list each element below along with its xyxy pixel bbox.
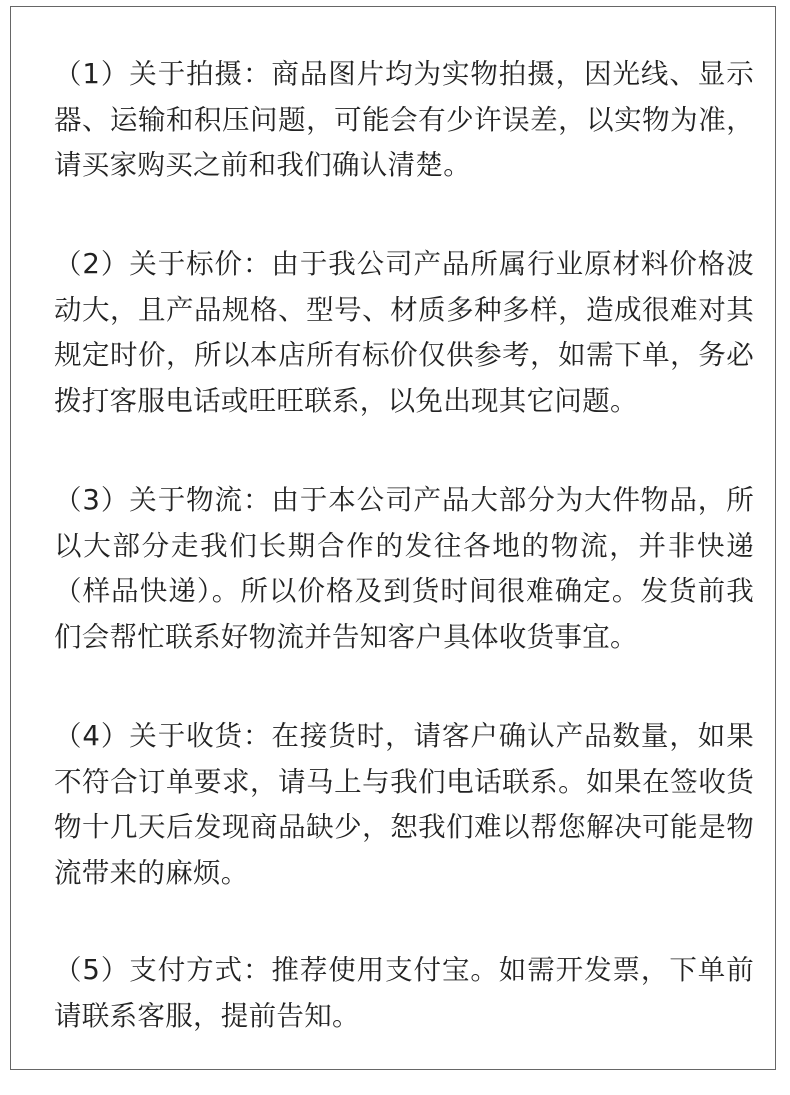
notice-pricing: （2）关于标价：由于我公司产品所属行业原材料价格波动大，且产品规格、型号、材质多种多样，造成很难对其规定时价，所以本店所有标价仅供参考，如需下单，务必拨打客服电话或旺旺联系，以免出现其它问题。 xyxy=(54,248,754,417)
notice-payment: （5）支付方式：推荐使用支付宝。如需开发票，下单前请联系客服，提前告知。 xyxy=(54,954,754,1032)
notice-photography: （1）关于拍摄：商品图片均为实物拍摄，因光线、显示器、运输和积压问题，可能会有少许误差，以实物为准，请买家购买之前和我们确认清楚。 xyxy=(54,58,754,181)
notice-logistics: （3）关于物流：由于本公司产品大部分为大件物品，所以大部分走我们长期合作的发往各地的物流，并非快递（样品快递）。所以价格及到货时间很难确定。发货前我们会帮忙联系好物流并告知客户具体收货事宜。 xyxy=(54,484,754,653)
notice-receiving: （4）关于收货：在接货时，请客户确认产品数量，如果不符合订单要求，请马上与我们电话联系。如果在签收货物十几天后发现商品缺少，恕我们难以帮您解决可能是物流带来的麻烦。 xyxy=(54,720,754,889)
